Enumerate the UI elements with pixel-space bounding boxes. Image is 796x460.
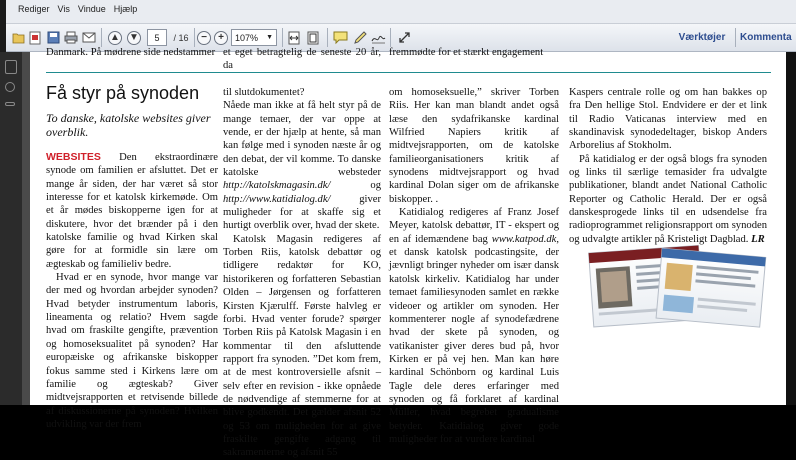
create-pdf-icon[interactable] bbox=[26, 29, 44, 46]
page-number-input[interactable]: 5 bbox=[147, 29, 167, 46]
zoom-select[interactable] bbox=[231, 29, 277, 46]
menu-view[interactable]: Vis bbox=[57, 4, 70, 14]
page-background bbox=[22, 52, 30, 405]
article-column-1 bbox=[46, 83, 218, 431]
article-subheading: To danske, katolske websites giver overblik. bbox=[46, 111, 211, 139]
article-paragraph: Nåede man ikke at få helt styr på de mange temaer, der var oppe at vende, er der hjælp at hente, så man kan følge med i synoden næste år og den debat, der vil komme. To danske katolske websteder http://katolskmagasin.dk/ og http://www.katidialog.dk/ giver muligheder for at skaffe sig et hurtigt overblik over, hvad der skete. bbox=[223, 100, 381, 232]
plus-icon: + bbox=[214, 31, 228, 45]
article-paragraph: WEBSITES Den ekstraordinære synode om familien er afsluttet. Det er mange år siden, der har været så stor interesse for et katolsk kirkemøde. Om et år mødes biskopperne igen for at diskutere, hvor det brænder på i den katolske familie og hvad Kirken skal gøre for at formidle sin lære om ægteskab og familieliv bedre. bbox=[46, 151, 218, 270]
link-katolskmagasin[interactable]: http://katolskmagasin.dk/ bbox=[223, 180, 331, 192]
article-paragraph: Hvad er en synode, hvor mange var der med og hvordan arbejder synoden? Hvad betyder instrumentum laboris, lineamenta og relatio? Hvem sagde hvad om fraskilte gengifte, prævention og homoseksualitet på synoden? Har europæiske og afrikanske biskopper fokus samme sted i Kirkens lære om familie og ægteskab? Giver midtvejsrapporten et retvisende billede af diskussionerne på synoden? Hvilken udvikling var der frem bbox=[46, 272, 218, 430]
author-initials: LR bbox=[751, 233, 765, 245]
print-icon[interactable] bbox=[62, 29, 80, 46]
prev-article-col2: et eget betragtelig de seneste 20 år, da bbox=[223, 47, 381, 72]
prev-article-col1: Danmark. På mødrene side nedstammer bbox=[46, 47, 216, 58]
menu-help[interactable]: Hjælp bbox=[113, 4, 138, 14]
chevron-down-icon: ▼ bbox=[266, 34, 273, 41]
menu-window[interactable]: Vindue bbox=[77, 4, 106, 14]
website-screenshots-image bbox=[589, 245, 767, 331]
tools-button[interactable]: Værktøjer bbox=[678, 32, 726, 43]
prev-article-col3: fremmødte for et stærkt engagement bbox=[389, 47, 544, 58]
zoom-out-button[interactable] bbox=[197, 29, 211, 46]
arrow-up-icon: ▲ bbox=[108, 31, 122, 45]
attachments-icon[interactable] bbox=[5, 82, 15, 92]
arrow-down-icon: ▼ bbox=[127, 31, 141, 45]
sign-icon[interactable] bbox=[369, 29, 387, 46]
zoom-in-button[interactable] bbox=[214, 29, 228, 46]
article-paragraph: Katidialog redigeres af Franz Josef Meyer, katolsk debattør, IT - ekspert og en af idemændene bag www.katpod.dk, et dansk katolsk podcastingsite, der jævnligt bringer nyheder om især dansk katolsk kirkeliv. Katidialog har under temaet familiesynoden samlet en række videoer og artikler om synoden. Her kommenterer nogle af synodefædrene hvad der skete på synoden, og vatikanister giver deres bud på, hvor Kirken er på vej hen. Man kan høre kardinal Schönborn og kardinal Luis Tagle dele deres erfaringer med synoden og få forklaret af kardinal Müller, hvad begrebet gradualisme betyder. Katidialog giver gode muligheder for at vurdere kardinal bbox=[389, 207, 559, 445]
save-icon[interactable] bbox=[44, 29, 62, 46]
article-column-4 bbox=[569, 86, 767, 246]
menu-bar bbox=[0, 0, 796, 24]
zoom-value: 107% bbox=[235, 32, 259, 43]
comments-button[interactable]: Kommenta bbox=[740, 32, 792, 43]
next-page-button[interactable] bbox=[127, 29, 141, 46]
vertical-scrollbar[interactable] bbox=[786, 52, 796, 405]
fit-page-icon[interactable] bbox=[304, 29, 322, 46]
highlight-icon[interactable] bbox=[351, 29, 369, 46]
article-paragraph: Katolsk Magasin redigeres af Torben Riis, katolsk debattør og tidligere redaktør for KO, historikeren og forfatteren Sebastian Olden – Jørgensen og forfatteren Kirsten Kjærulff. Første halvleg er forbi. Hvad venter forude? spørger Torben Riis på Katolsk Magasin i en kommentar til den afsluttende rapport fra synoden. ”Det kom frem, at de mest kontroversielle afsnit – selv efter en revision - ikke opnåede de nødvendige af stemmerne for at blive godkendt. Det gælder afsnit 52 og 53 om muligheden for at give fraskilte gengifte adgang til sakramenterne og afsnit 55 bbox=[223, 233, 381, 459]
navigation-panel bbox=[0, 52, 22, 405]
article-paragraph: På katidialog er der også blogs fra synoden og links til særlige temasider fra udvalgte publikationer, blandt andet National Catholic Reporter og Catholic Herald. Der er også danskesprogede links til en udsendelse fra radioprogrammet religionsrapport om synoden og udvalgte artikler på Kristeligt Dagblad. LR bbox=[569, 153, 767, 245]
link-katpod[interactable]: www.katpod.dk bbox=[491, 233, 557, 245]
page-total: / 16 bbox=[173, 32, 189, 43]
previous-page-button[interactable] bbox=[108, 29, 122, 46]
article-headline: Få styr på synoden bbox=[46, 83, 200, 103]
section-divider bbox=[46, 72, 771, 73]
fit-width-icon[interactable] bbox=[285, 29, 303, 46]
minus-icon: − bbox=[197, 31, 211, 45]
sticky-note-icon[interactable] bbox=[331, 29, 349, 46]
pages-icon[interactable] bbox=[5, 60, 17, 74]
article-column-2 bbox=[223, 86, 381, 460]
document-page bbox=[30, 47, 786, 459]
email-icon[interactable] bbox=[80, 29, 98, 46]
expand-icon[interactable] bbox=[395, 29, 413, 46]
link-katidialog[interactable]: http://www.katidialog.dk/ bbox=[223, 193, 331, 205]
menu-edit[interactable]: Rediger bbox=[18, 4, 50, 14]
section-kicker: WEBSITES bbox=[46, 151, 101, 163]
bookmarks-icon[interactable] bbox=[5, 102, 15, 106]
article-column-3 bbox=[389, 86, 559, 446]
article-paragraph: Kaspers centrale rolle og om han bakkes op fra Den hellige Stol. Endvidere er der et link til Radio Vaticanas interview med en skandinavisk synodedeltager, biskop Anders Arborelius af Stokholm. bbox=[569, 87, 767, 152]
window-edge bbox=[0, 0, 6, 24]
menu-list bbox=[10, 4, 137, 14]
article-paragraph: til slutdokumentet? bbox=[223, 87, 305, 98]
article-paragraph: om homoseksuelle,” skriver Torben Riis. Her kan man blandt andet også læse den sydafrikanske kardinal Wilfried Napiers kritik af midtvejsrapporten, om de katolske familieorganisationers kritik af synodens midtvejsrapport og hvad kardinal Dolan siger om de afrikanske biskopper. . bbox=[389, 87, 559, 205]
